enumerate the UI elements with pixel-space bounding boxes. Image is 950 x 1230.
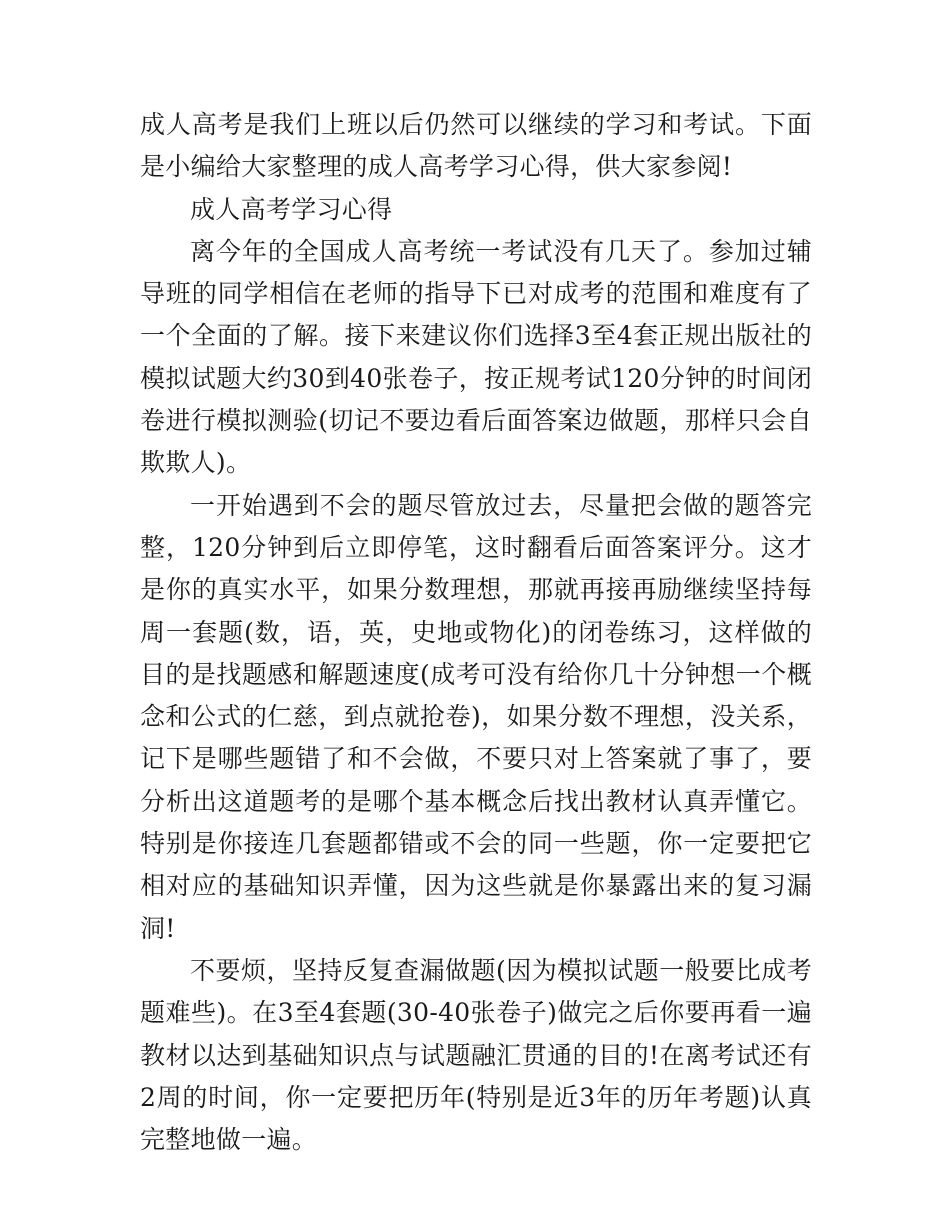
body-paragraph-1: 离今年的全国成人高考统一考试没有几天了。参加过辅导班的同学相信在老师的指导下已对成考的范围和难度有了一个全面的了解。接下来建议你们选择3至4套正规出版社的模拟试题大约30到40张卷子，按正规考试120分钟的时间闭卷进行模拟测验(切记不要边看后面答案边做题，那样只会自欺欺人)。 (140, 236, 812, 478)
document-body (140, 104, 812, 1161)
body-paragraph-2: 一开始遇到不会的题尽管放过去，尽量把会做的题答完整，120分钟到后立即停笔，这时翻看后面答案评分。这才是你的真实水平，如果分数理想，那就再接再励继续坚持每周一套题(数，语，英，史地或物化)的闭卷练习，这样做的目的是找题感和解题速度(成考可没有给你几十分钟想一个概念和公式的仁慈，到点就抢卷)，如果分数不理想，没关系，记下是哪些题错了和不会做，不要只对上答案就了事了，要分析出这道题考的是哪个基本概念后找出教材认真弄懂它。特别是你接连几套题都错或不会的同一些题，你一定要把它相对应的基础知识弄懂，因为这些就是你暴露出来的复习漏洞! (140, 490, 812, 943)
intro-paragraph: 成人高考是我们上班以后仍然可以继续的学习和考试。下面是小编给大家整理的成人高考学习心得，供大家参阅! (140, 110, 812, 182)
section-heading: 成人高考学习心得 (190, 194, 393, 224)
body-paragraph-3: 不要烦，坚持反复查漏做题(因为模拟试题一般要比成考题难些)。在3至4套题(30-40张卷子)做完之后你要再看一遍教材以达到基础知识点与试题融汇贯通的目的!在离考试还有2周的时间，你一定要把历年(特别是近3年的历年考题)认真完整地做一遍。 (140, 955, 812, 1155)
